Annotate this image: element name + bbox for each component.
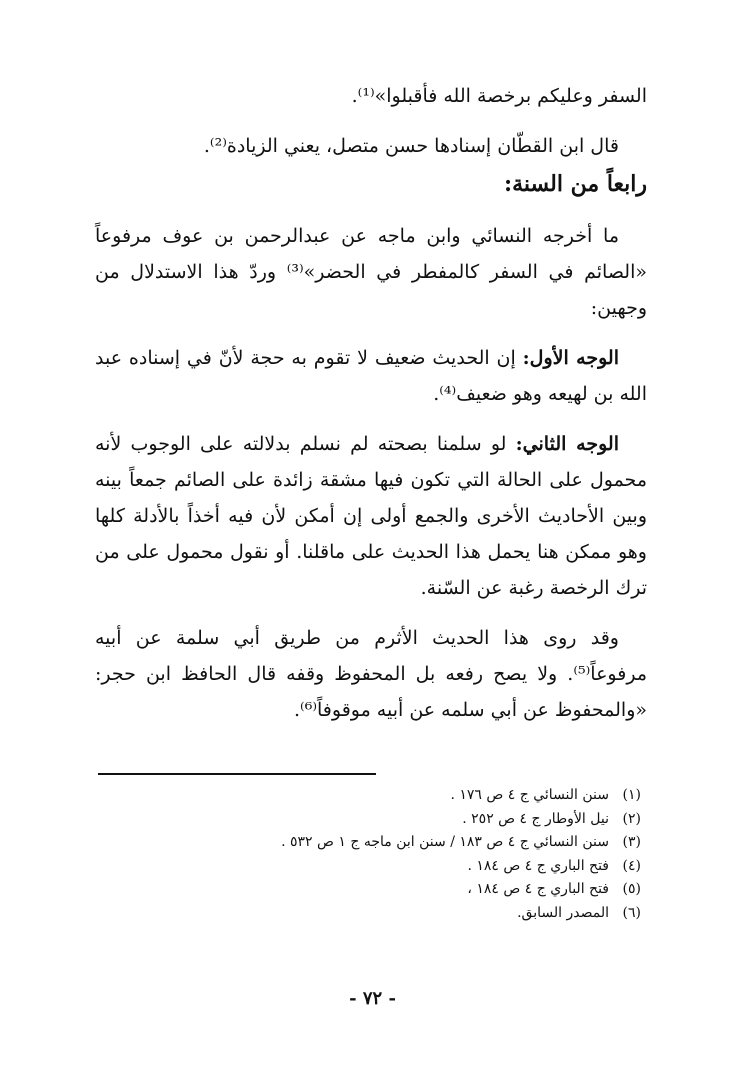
first-aspect-text: إن الحديث ضعيف لا تقوم به حجة لأنّ في إسناده عبد الله بن لهيعه وهو ضعيف⁽⁴⁾.: [95, 347, 647, 405]
paragraph-first-aspect: [95, 340, 647, 412]
footnotes-list: [221, 784, 641, 925]
paragraph-second-aspect: [95, 426, 647, 606]
footnote-text: فتح الباري ج ٤ ص ١٨٤ ،: [467, 881, 609, 897]
footnote-number: (٥): [622, 881, 641, 897]
footnote-item: [221, 808, 641, 832]
footnote-text: سنن النسائي ج ٤ ص ١٨٣ / سنن ابن ماجه ج ١ ص ٥٣٢ .: [281, 834, 609, 850]
paragraph-continuation: السفر وعليكم برخصة الله فأقبلوا»⁽¹⁾.: [351, 85, 647, 107]
footnote-item: [221, 784, 641, 808]
footnote-number: (٢): [622, 810, 641, 827]
footnote-text: فتح الباري ج ٤ ص ١٨٤ .: [467, 857, 609, 874]
footnote-item: [221, 855, 641, 879]
second-aspect-label: الوجه الثاني:: [515, 433, 619, 455]
footnote-item: [221, 878, 641, 902]
footnote-number: (٣): [622, 834, 641, 850]
page-number: - ٧٢ -: [349, 988, 396, 1009]
footnote-number: (٦): [622, 904, 641, 921]
footnote-item: [221, 831, 641, 855]
footnote-item: [221, 902, 641, 926]
section-heading: رابعاً من السنة:: [503, 171, 647, 197]
first-aspect-label: الوجه الأول:: [522, 347, 619, 369]
footnote-text: نيل الأوطار ج ٤ ص ٢٥٢ .: [462, 810, 609, 827]
footnote-number: (١): [622, 787, 641, 803]
footnote-number: (٤): [622, 857, 641, 874]
second-aspect-text: لو سلمنا بصحته لم نسلم بدلالته على الوجوب لأنه محمول على الحالة التي تكون فيها مشقة زائدة على الصائم جمعاً بينه وبين الأحاديث الأخرى والجمع أولى إن أمكن لأن فيه أخذاً بالأدلة كلها وهو ممكن هنا يحمل هذا الحديث على ماقلنا. أو نقول محمول على من ترك الرخصة رغبة عن السّنة.: [95, 433, 647, 599]
paragraph-athram: وقد روى هذا الحديث الأثرم من طريق أبي سلمة عن أبيه مرفوعاً⁽⁵⁾. ولا يصح رفعه بل المحفوظ وقفه قال الحافظ ابن حجر: «والمحفوظ عن أبي سلمه عن أبيه موقوفاً⁽⁶⁾.: [95, 627, 647, 721]
footnote-text: المصدر السابق.: [517, 904, 609, 921]
paragraph-nasai-hadith: ما أخرجه النسائي وابن ماجه عن عبدالرحمن بن عوف مرفوعاً «الصائم في السفر كالمفطر في الحضر»⁽³⁾ وردّ هذا الاستدلال من وجهين:: [95, 225, 647, 319]
main-text: [95, 78, 647, 728]
paragraph-ibn-qattan: قال ابن القطّان إسنادها حسن متصل، يعني الزيادة⁽²⁾.: [203, 135, 619, 157]
footnote-text: سنن النسائي ج ٤ ص ١٧٦ .: [450, 787, 609, 803]
footnote-separator: [98, 773, 376, 775]
